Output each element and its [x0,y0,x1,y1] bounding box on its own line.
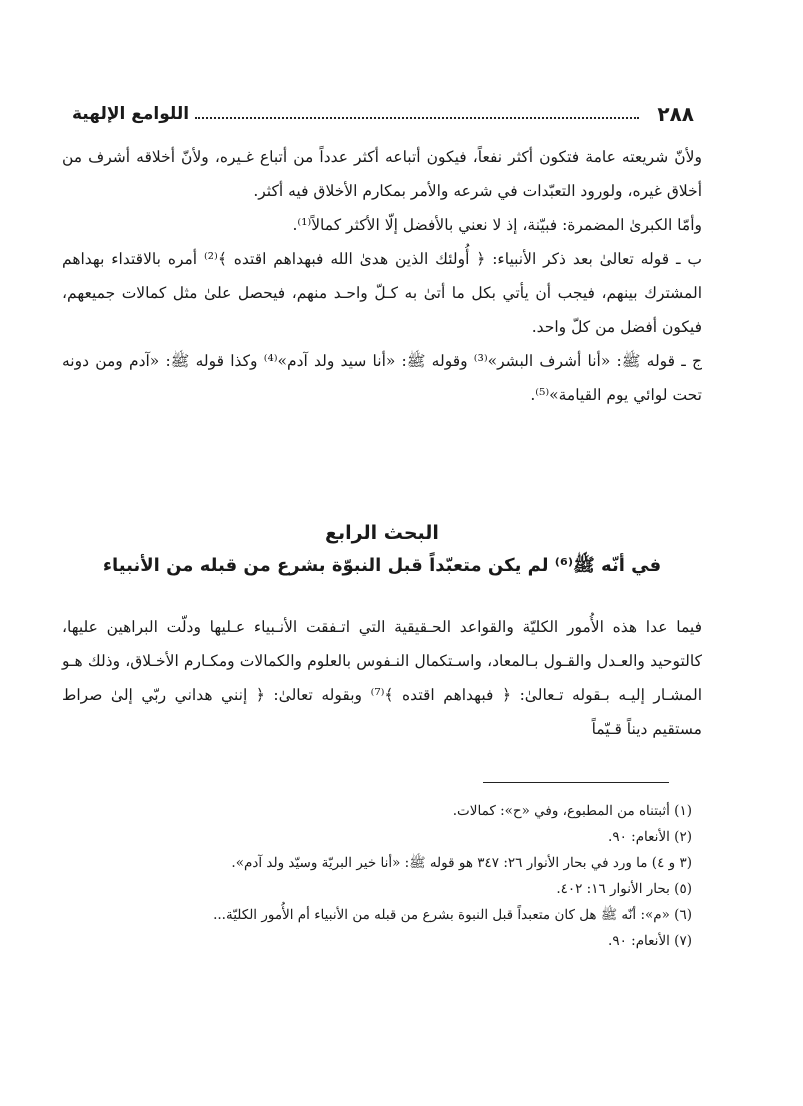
section-body [62,610,702,746]
page-number: ٢٨٨ [657,102,694,126]
footnote-separator [483,782,669,783]
section-heading [62,518,702,584]
footnote-4: (٥) بحار الأنوار ١٦: ٤٠٢. [556,881,692,897]
section-subtitle: في أنّه ﷺ⁽⁶⁾ لم يكن متعبّداً قبل النبوّة بشرع من قبله من الأنبياء [102,555,662,576]
running-header [72,94,694,134]
footnote-5: (٦) «م»: أنّه ﷺ هل كان متعبداً قبل النبوة بشرع من قبله من الأنبياء أم الأُمور الكليّة... [213,907,692,923]
paragraph-1: ولأنّ شريعته عامة فتكون أكثر نفعاً، فيكون أتباعه أكثر عدداً من أتباع غـيره، ولأنّ أخلاقه أشرف من أخلاق غيره، ولورود التعبّدات في شرعه والأمر بمكارم الأخلاق فيه أكثر. [62,148,702,200]
section-title: البحث الرابع [325,522,439,544]
dot-leaders [195,117,639,119]
body-text [62,140,702,412]
footnote-2: (٢) الأنعام: ٩٠. [608,829,692,845]
section-paragraph: فيما عدا هذه الأُمور الكليّة والقواعد الحـقيقية التي اتـفقت الأنـبياء عـليها ودلّت البراهين عليها، كالتوحيد والعـدل والقـول بـالمعاد، واسـتكمال النـفوس بالعلوم والكمالات ومكـارم الأخـلاق، وذلك هـو المشـار إليـه بـقوله تـعالىٰ: ﴿ فبهداهم اقتده ﴾⁽⁷⁾ وبقوله تعالىٰ: ﴿ إنني هداني ربّي إلىٰ صراط مستقيم ديناً قـيّماً [62,618,703,738]
paragraph-4: ج ـ قوله ﷺ: «أنا أشرف البشر»⁽³⁾ وقوله ﷺ: «أنا سيد ولد آدم»⁽⁴⁾ وكذا قوله ﷺ: «آدم ومن دونه تحت لوائي يوم القيامة»⁽⁵⁾. [62,352,702,404]
paragraph-2: وأمّا الكبرىٰ المضمرة: فبيّنة، إذ لا نعني بالأفضل إلّا الأكثر كمالاً⁽¹⁾. [292,216,702,234]
running-title: اللوامع الإلهية [72,104,190,124]
footnote-6: (٧) الأنعام: ٩٠. [608,933,692,949]
footnote-1: (١) أثبتناه من المطبوع، وفي «ح»: كمالات. [452,803,692,819]
footnotes [62,798,692,954]
footnote-3: (٣ و ٤) ما ورد في بحار الأنوار ٢٦: ٣٤٧ هو قوله ﷺ: «أنا خير البريّة وسيّد ولد آدم». [231,855,692,871]
paragraph-3: ب ـ قوله تعالىٰ بعد ذكر الأنبياء: ﴿ أُولئك الذين هدىٰ الله فبهداهم اقتده ﴾⁽²⁾ أمره بالاقتداء بهداهم المشترك بينهم، فيجب أن يأتي بكل ما أتىٰ به كـلّ واحـد منهم، فيحصل علىٰ مثل كمالات جميعهم، فيكون أفضل من كلّ واحد. [62,250,702,336]
